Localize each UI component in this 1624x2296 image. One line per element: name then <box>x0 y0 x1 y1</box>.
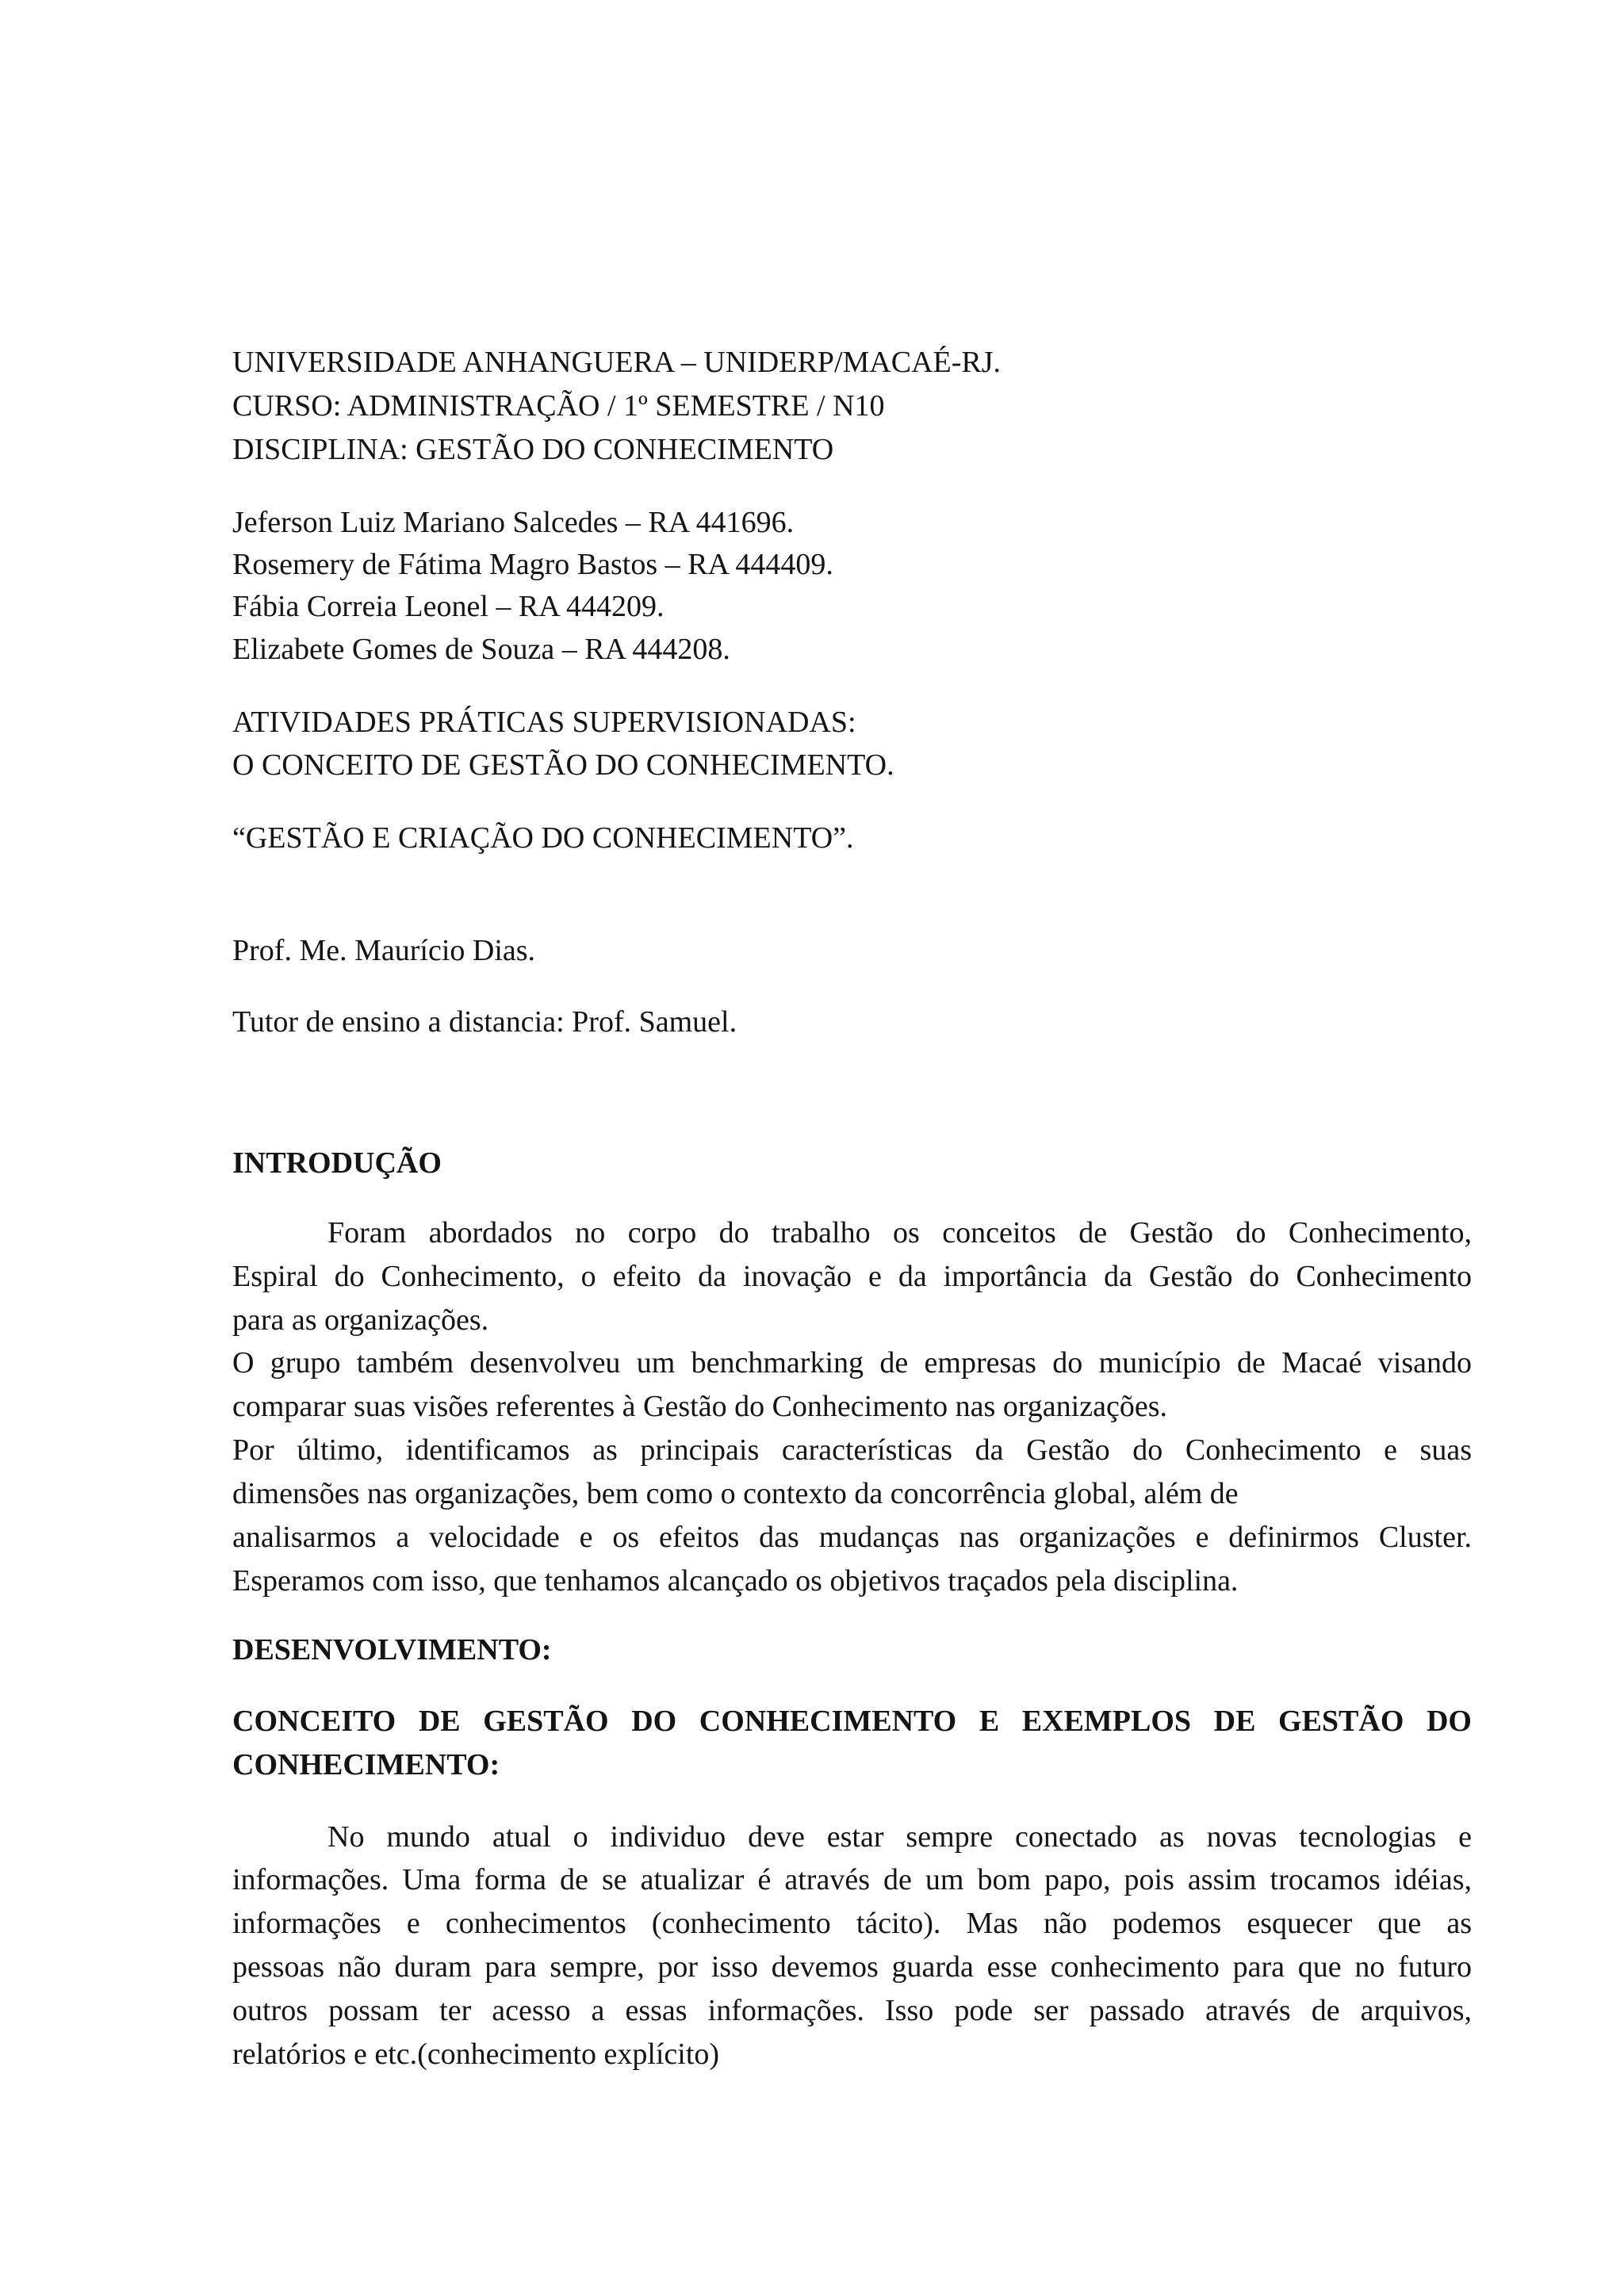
paragraph-line: Espiral do Conhecimento, o efeito da inovação e da importância da Gestão do Conhecimento <box>232 1260 1472 1293</box>
professor-line: Prof. Me. Maurício Dias. <box>232 934 536 967</box>
paragraph-line: informações. Uma forma de se atualizar é através de um bom papo, pois assim trocamos idéias, <box>232 1863 1472 1896</box>
introduction-heading: INTRODUÇÃO <box>232 1146 442 1180</box>
author-line: Fábia Correia Leonel – RA 444209. <box>232 590 665 623</box>
paragraph-line: para as organizações. <box>232 1303 489 1337</box>
course-line: CURSO: ADMINISTRAÇÃO / 1º SEMESTRE / N10 <box>232 389 885 423</box>
university-line: UNIVERSIDADE ANHANGUERA – UNIDERP/MACAÉ-RJ. <box>232 346 1002 379</box>
section-subheading: CONCEITO DE GESTÃO DO CONHECIMENTO E EXEMPLOS DE GESTÃO DO <box>232 1705 1472 1738</box>
paragraph-line: dimensões nas organizações, bem como o contexto da concorrência global, além de <box>232 1477 1239 1510</box>
development-heading: DESENVOLVIMENTO: <box>232 1633 552 1667</box>
discipline-line: DISCIPLINA: GESTÃO DO CONHECIMENTO <box>232 433 834 466</box>
section-subheading: CONHECIMENTO: <box>232 1748 500 1781</box>
paragraph-line: Esperamos com isso, que tenhamos alcançado os objetivos traçados pela disciplina. <box>232 1564 1239 1598</box>
paragraph-line: pessoas não duram para sempre, por isso devemos guarda esse conhecimento para que no futuro <box>232 1950 1472 1984</box>
paragraph-line: relatórios e etc.(conhecimento explícito) <box>232 2038 720 2071</box>
author-line: Elizabete Gomes de Souza – RA 444208. <box>232 633 730 666</box>
activity-theme: “GESTÃO E CRIAÇÃO DO CONHECIMENTO”. <box>232 821 854 855</box>
paragraph-line: informações e conhecimentos (conhecimento tácito). Mas não podemos esquecer que as <box>232 1907 1472 1940</box>
paragraph-line: No mundo atual o individuo deve estar sempre conectado as novas tecnologias e <box>327 1820 1472 1854</box>
author-line: Jeferson Luiz Mariano Salcedes – RA 441696. <box>232 506 795 539</box>
paragraph-line: Foram abordados no corpo do trabalho os conceitos de Gestão do Conhecimento, <box>327 1216 1472 1249</box>
activity-subtitle-line: O CONCEITO DE GESTÃO DO CONHECIMENTO. <box>232 748 894 782</box>
activity-title-line: ATIVIDADES PRÁTICAS SUPERVISIONADAS: <box>232 706 856 739</box>
tutor-line: Tutor de ensino a distancia: Prof. Samuel. <box>232 1005 737 1039</box>
author-line: Rosemery de Fátima Magro Bastos – RA 444409. <box>232 548 833 581</box>
paragraph-line: comparar suas visões referentes à Gestão do Conhecimento nas organizações. <box>232 1390 1167 1423</box>
paragraph-line: outros possam ter acesso a essas informações. Isso pode ser passado através de arquivos, <box>232 1994 1472 2027</box>
paragraph-line: analisarmos a velocidade e os efeitos das mudanças nas organizações e definirmos Cluster. <box>232 1521 1472 1554</box>
paragraph-line: Por último, identificamos as principais características da Gestão do Conhecimento e suas <box>232 1433 1472 1467</box>
paragraph-line: O grupo também desenvolveu um benchmarking de empresas do município de Macaé visando <box>232 1346 1472 1380</box>
